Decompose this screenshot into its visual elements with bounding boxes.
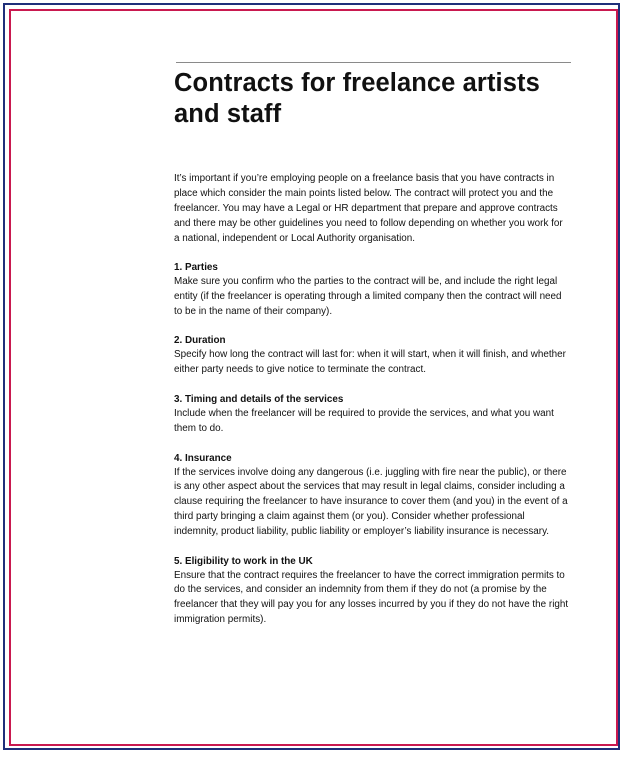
section-heading: 5. Eligibility to work in the UK [174,555,313,567]
section-text: Make sure you confirm who the parties to the contract will be, and include the right legal entity (if the freelancer is operating through a limited company then the contract will need to be in the name of their company). [174,276,562,317]
section-timing [174,393,570,437]
section-eligibility [174,555,570,628]
section-heading: 2. Duration [174,335,226,347]
document-title: Contracts for freelance artists and staff [174,69,540,128]
section-text: Ensure that the contract requires the freelancer to have the correct immigration permits to do the services, and consider an indemnity from them if they do not (a promise by the freelancer that they will pay you for any losses incurred by you if they do not have the right immigration permits). [174,569,569,625]
intro-paragraph: It’s important if you’re employing people on a freelance basis that you have contracts in place which consider the main points listed below. The contract will protect you and the freelancer. You may have a Legal or HR department that prepare and approve contracts and there may be other guidelines you need to follow depending on whether you work for a national, independent or Local Authority organisation. [174,173,563,244]
section-heading: 3. Timing and details of the services [174,393,344,405]
section-text: Specify how long the contract will last for: when it will start, when it will finish, and whether either party needs to give notice to terminate the contract. [174,349,566,376]
section-heading: 4. Insurance [174,452,232,464]
section-heading: 1. Parties [174,262,218,273]
document-body [174,68,570,628]
section-text: Include when the freelancer will be required to provide the services, and what you want them to do. [174,407,554,434]
section-text: If the services involve doing any dangerous (i.e. juggling with fire near the public), or there is any other aspect about the services that may result in legal claims, consider including a clause requiring the freelancer to have insurance to cover them (and you) in the event of a third party bringing a claim against them (or you). Consider whether professional indemnity, product liability, public liability or employer’s liability insurance is necessary. [174,466,568,537]
section-duration [174,334,570,378]
section-insurance [174,452,570,540]
section-parties [174,261,570,319]
header-rule [176,62,571,63]
